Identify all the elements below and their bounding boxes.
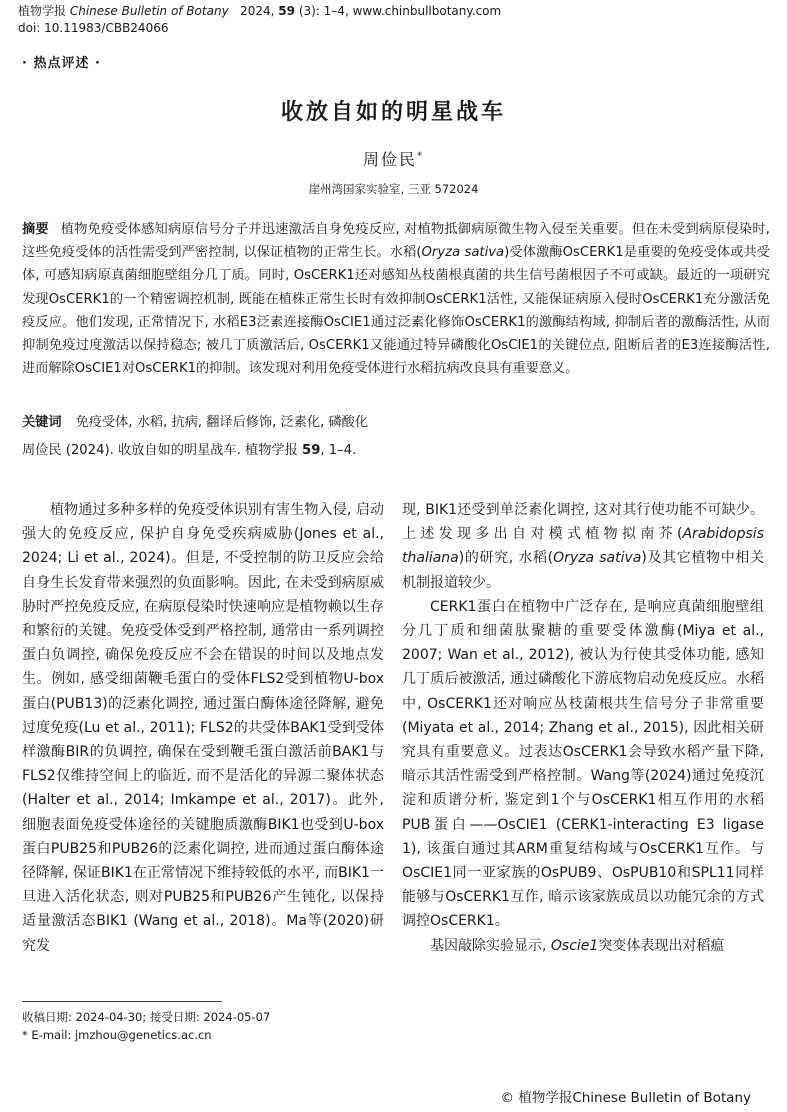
text-run: 基因敲除实验显示, [430,937,551,954]
affiliation: 崖州湾国家实验室, 三亚 572024 [308,182,479,196]
text-run: )的研究, 水稻( [458,550,554,567]
issue-prefix: 2024, [240,4,279,18]
citation-pre: 周俭民 (2024). 收放自如的明星战车. 植物学报 [22,443,303,458]
citation-volume: 59 [302,443,321,458]
citation [22,440,770,462]
author-name: 周俭民 [362,150,417,169]
issue-suffix: (3): 1–4, www.chinbullbotany.com [295,4,502,18]
journal-line [18,3,501,20]
paragraph: CERK1蛋白在植物中广泛存在, 是响应真菌细胞壁组分几丁质和细菌肽聚糖的重要受体激酶(Miya et al., 2007; Wan et al., 2012), 被认为行使其受体功能, 感知几丁质后被激活, 通过磷酸化下游底物启动免疫反应。水稻中, OsCERK1还对响应丛枝菌根共生信号分子非常重要(Miyata et al., 2014; Zhang et al., 2015), 因此相关研究具有重要意义。过表达OsCERK1会导致水稻产量下降, 暗示其活性需受到严格控制。Wang等(2024)通过免疫沉淀和质谱分析, 鉴定到1个与OsCERK1相互作用的水稻PUB蛋白——OsCIE1 (CERK1-interacting E3 ligase 1), 该蛋白通过其ARM重复结构域与OsCERK1互作。与OsCIE1同一亚家族的OsPUB9、OsPUB10和SPL11同样能够与OsCERK1互作, 暗示该家族成员以功能冗余的方式调控OsCERK1。 [402,598,764,930]
journal-header [18,3,501,37]
article-title: 收放自如的明星战车 [280,100,506,125]
keywords-text: 免疫受体, 水稻, 抗病, 翻译后修饰, 泛素化, 磷酸化 [75,415,369,430]
body-right-column [402,498,764,958]
abstract-text-1: 植物免疫受体感知病原信号分子并迅速激活自身免疫反应, 对植物抵御病原微生物入侵至关重要。但在未受到病原侵染时, 这些免疫受体的活性需受到严密控制, 以保证植物的正常生长。水稻( [22,222,771,261]
body-left-column [22,498,384,958]
section-tag: · 热点评述 · [22,56,101,71]
received-date: 收稿日期: 2024-04-30; 接受日期: 2024-05-07 [22,1010,271,1024]
author-mark: * [417,150,424,162]
paragraph [402,498,764,595]
keywords [22,412,770,434]
author [0,147,787,170]
doi: doi: 10.11983/CBB24066 [18,21,169,35]
copyright: © 植物学报Chinese Bulletin of Botany [500,1090,751,1106]
abstract-text-2: )受体激酶OsCERK1是重要的免疫受体或共受体, 可感知病原真菌细胞壁组分几丁质。同时, OsCERK1还对感知丛枝菌根真菌的共生信号菌根因子不可或缺。最近的一项研究发现OsCERK1的一个精密调控机制, 既能在植株正常生长时有效抑制OsCERK1活性, 又能保证病原入侵时OsCERK1充分激活免疫反应。他们发现, 正常情况下, 水稻E3泛素连接酶OsCIE1通过泛素化修饰OsCERK1的激酶结构域, 抑制后者的激酶活性, 从而抑制免疫过度激活以保持稳态; 被几丁质激活后, OsCERK1又能通过特异磷酸化OsCIE1的关键位点, 阻断后者的E3连接酶活性, 进而解除OsCIE1对OsCERK1的抑制。该发现对利用免疫受体进行水稻抗病改良具有重要意义。 [22,245,770,377]
abstract [22,218,770,380]
text-run: )及其它植物中相关机制报道较少。 [402,550,764,591]
paragraph [402,934,764,958]
keywords-label: 关键词 [22,415,62,430]
citation-post: , 1–4. [320,443,357,458]
paragraph: 植物通过多种多样的免疫受体识别有害生物入侵, 启动强大的免疫反应, 保护自身免受疾病威胁(Jones et al., 2024; Li et al., 2024)。但是, 不受控制的防卫反应会给自身生长发育带来强烈的负面影响。因此, 在未受到病原威胁时严控免疫反应, 在病原侵染时快速响应是植物赖以生存和繁衍的关键。免疫受体受到严格控制, 通常由一系列调控蛋白负调控, 确保免疫反应不会在错误的时间以及地点发生。例如, 感受细菌鞭毛蛋白的受体FLS2受到植物U-box蛋白(PUB13)的泛素化调控, 通过蛋白酶体途径降解, 避免过度免疫(Lu et al., 2011); FLS2的共受体BAK1受到受体样激酶BIR的负调控, 确保在受到鞭毛蛋白激活前BAK1与FLS2仅维持空间上的临近, 而不是活化的异源二聚体状态(Halter et al., 2014; Imkampe et al., 2017)。此外, 细胞表面免疫受体途径的关键胞质激酶BIK1也受到U-box蛋白PUB25和PUB26的泛素化调控, 进而通过蛋白酶体途径降解, 保证BIK1在正常情况下维持较低的水平, 而BIK1一旦进入活化状态, 则对PUB25和PUB26产生钝化, 以保持适量激活态BIK1 (Wang et al., 2018)。Ma等(2020)研究发 [22,502,384,954]
corresponding-email[interactable]: * E-mail: jmzhou@genetics.ac.cn [22,1028,212,1042]
species-name: Oryza sativa [553,550,642,567]
abstract-species: Oryza sativa [421,245,505,261]
journal-name-cn: 植物学报 [18,4,67,18]
species-name: Arabidopsis thaliana [402,526,764,567]
journal-name-en: Chinese Bulletin of Botany [69,4,229,18]
abstract-label: 摘要 [22,222,49,237]
issue-volume: 59 [278,4,295,18]
text-run: 现, BIK1还受到单泛素化调控, 这对其行使功能不可缺少。上述发现多出自对模式植物拟南芥( [402,502,764,543]
gene-name: Oscie1 [550,937,599,954]
footnote-divider [22,1001,222,1002]
text-run: 突变体表现出对稻瘟 [598,937,725,954]
